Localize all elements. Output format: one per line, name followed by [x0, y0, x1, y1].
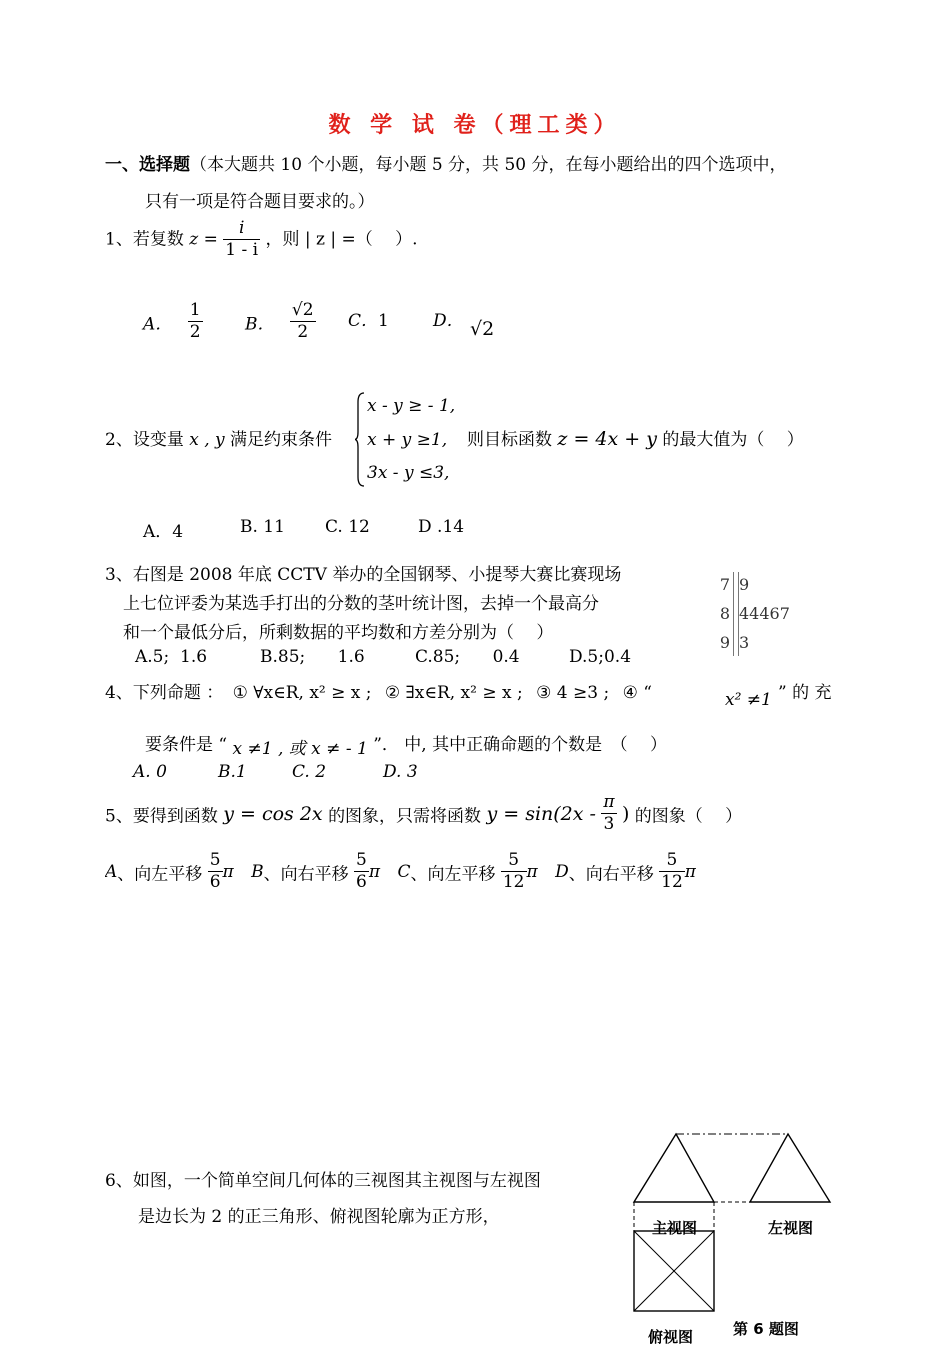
q1-z: z =	[189, 229, 218, 250]
q1-option-b-label: B．	[245, 314, 275, 335]
q5-f2-frac	[601, 792, 616, 836]
q5-mid: 的图象，只需将函数	[328, 806, 482, 827]
stem-7: 7	[719, 575, 730, 594]
q4-p4-expr: x² ≠1	[725, 690, 772, 710]
q2-suffix: 的最大值为（ ）	[662, 430, 804, 450]
q5-suffix: 的图象（ ）	[634, 806, 743, 827]
q1-fraction	[223, 218, 260, 262]
q5-option-a	[105, 850, 234, 894]
q2-option-d: D .14	[418, 517, 465, 537]
q5-option-a-num: 5	[208, 850, 223, 872]
q5-option-a-label: A	[105, 861, 118, 882]
q5-option-c-text: 、向左平移	[410, 864, 496, 885]
q5-option-a-frac	[208, 850, 223, 894]
section-heading	[105, 150, 787, 175]
q1-option-d-text: √2	[470, 318, 495, 340]
q5-option-b-tail: π	[368, 861, 381, 882]
q1-option-c-label: C．	[348, 311, 379, 331]
stem-column	[718, 570, 730, 657]
q2-prefix	[105, 425, 332, 450]
q2-vars: x , y	[189, 430, 225, 450]
q1-option-a-num: 1	[188, 300, 203, 322]
q3-line-2: 上七位评委为某选手打出的分数的茎叶统计图，去掉一个最高分	[123, 594, 599, 614]
q3-line-3: 和一个最低分后，所剩数据的平均数和方差分别为（ ）	[123, 623, 554, 643]
q5-option-b-label: B	[251, 861, 264, 882]
front-view-triangle	[634, 1134, 714, 1202]
q4-line2-post: ”． 中, 其中正确命题的个数是 （ ）	[373, 735, 668, 755]
q5-option-c	[397, 850, 537, 894]
q5-option-c-den: 12	[502, 872, 525, 893]
q6-line-1: 6、如图，一个简单空间几何体的三视图其主视图与左视图	[105, 1171, 541, 1191]
q2-mid: 满足约束条件	[230, 430, 333, 450]
exam-title: 数 学 试 卷（理工类）	[328, 112, 622, 138]
leaf-column	[739, 570, 790, 657]
q5-option-c-frac	[501, 850, 527, 894]
front-view-label: 主视图	[652, 1219, 698, 1237]
q2-target	[467, 425, 804, 450]
q2-brace	[355, 392, 365, 487]
section-label: 一、选择题	[105, 155, 190, 175]
q3-option-a: A.5; 1.6	[135, 647, 208, 667]
section-note-2: 只有一项是符合题目要求的。）	[145, 192, 375, 212]
side-view-label: 左视图	[768, 1219, 814, 1237]
q3-line-1: 3、右图是 2008 年底 CCTV 举办的全国钢琴、小提琴大赛比赛现场	[105, 565, 622, 585]
q5-f2-post: )	[621, 802, 630, 825]
q4-line2-expr: x ≠1 , 或 x ≠ - 1	[232, 739, 368, 759]
section-note-1: （本大题共 10 个小题，每小题 5 分，共 50 分，在每小题给出的四个选项中，	[190, 155, 787, 175]
q5-option-b-num: 5	[354, 850, 369, 872]
q2-constraint-3: 3x - y ≤3,	[367, 463, 450, 483]
q4-prefix: 4、下列命题 ：	[105, 683, 224, 703]
leaf-row-1: 9	[739, 575, 750, 594]
q1-option-b-frac	[290, 300, 316, 344]
q5-option-d-text: 、向右平移	[568, 864, 654, 885]
q1-option-b-den: 2	[297, 322, 309, 343]
q5-option-a-tail: π	[222, 861, 234, 882]
question-1	[105, 218, 418, 262]
q4-p3: ③ 4 ≥3 ;	[536, 683, 610, 703]
q4-option-b: B.1	[218, 762, 247, 782]
q2-option-c: C. 12	[325, 517, 370, 537]
q1-option-a-label: A．	[143, 314, 173, 335]
leaf-row-2: 44467	[739, 604, 790, 623]
q1-option-b-num: √2	[290, 300, 316, 322]
q4-line-2	[145, 730, 668, 759]
q4-option-d: D. 3	[383, 762, 418, 782]
q5-option-a-text: 、向左平移	[117, 864, 203, 885]
q5-option-d-label: D	[555, 861, 569, 882]
q5-f2-num: π	[601, 792, 616, 814]
q5-option-b-den: 6	[356, 872, 367, 893]
q1-option-a-den: 2	[189, 322, 201, 343]
q3-option-c: C.85; 0.4	[415, 647, 520, 667]
leaf-row-3: 3	[739, 633, 750, 652]
q1-suffix: ，则 | z | =（ ）.	[265, 229, 418, 250]
figure-caption: 第 6 题图	[733, 1320, 799, 1338]
q1-option-b	[245, 300, 316, 344]
q5-option-c-label: C	[397, 861, 411, 882]
q4-option-c: C. 2	[292, 762, 327, 782]
q3-option-d: D.5;0.4	[569, 647, 632, 667]
q4-option-a: A. 0	[133, 762, 167, 782]
q2-constraint-2: x + y ≥1,	[367, 430, 448, 450]
q5-option-d	[555, 850, 696, 894]
q2-option-b: B. 11	[240, 517, 285, 537]
q2-target-prefix: 则目标函数	[467, 430, 552, 450]
q1-option-a	[143, 300, 203, 344]
q4-p2: ② ∃x∈R, x² ≥ x ;	[384, 683, 523, 703]
q5-prefix: 5、要得到函数	[105, 806, 218, 827]
q3-option-b: B.85; 1.6	[260, 647, 365, 667]
q4-p4-post: ” 的 充	[778, 683, 832, 703]
q5-option-c-tail: π	[526, 861, 538, 882]
q2-option-a: A．4	[143, 522, 184, 542]
q5-option-d-frac	[659, 850, 685, 894]
q5-f1: y = cos 2x	[223, 802, 323, 825]
q5-f2-den: 3	[603, 814, 615, 835]
q4-p4-pre: ④ “	[622, 683, 652, 703]
q4-line-1	[105, 678, 652, 703]
q1-option-d-label: D．	[433, 311, 464, 331]
q4-line2-pre: 要条件是 “	[145, 735, 228, 755]
q5-option-b-text: 、向右平移	[263, 864, 349, 885]
top-view-label: 俯视图	[648, 1328, 694, 1346]
q5-f2-pre: y = sin(2x -	[486, 802, 596, 825]
q4-p1: ① ∀x∈R, x² ≥ x ;	[232, 683, 372, 703]
q5-option-d-den: 12	[661, 872, 683, 893]
q1-frac-den: 1 - i	[225, 240, 259, 261]
q1-option-c-text: 1	[378, 311, 389, 331]
stem-8: 8	[719, 604, 730, 623]
q5-option-b-frac	[354, 850, 369, 894]
q5-option-d-num: 5	[659, 850, 685, 872]
q5-option-a-den: 6	[209, 872, 221, 893]
question-5	[105, 792, 742, 836]
q2-prefix-text: 2、设变量	[105, 430, 184, 450]
q5-option-d-tail: π	[684, 861, 696, 882]
q1-option-c	[348, 306, 389, 331]
q5-option-c-num: 5	[501, 850, 527, 872]
q1-prefix: 1、若复数	[105, 229, 184, 250]
q1-option-a-frac	[188, 300, 203, 344]
q5-options	[105, 850, 696, 895]
q6-line-2: 是边长为 2 的正三角形、俯视图轮廓为正方形，	[138, 1207, 500, 1227]
side-view-triangle	[750, 1134, 830, 1202]
q2-target-expr: z = 4x + y	[557, 428, 657, 450]
q1-frac-num: i	[223, 218, 260, 240]
stem-9: 9	[719, 633, 730, 652]
q5-option-b	[251, 850, 380, 894]
q2-constraint-1: x - y ≥ - 1,	[367, 396, 456, 416]
